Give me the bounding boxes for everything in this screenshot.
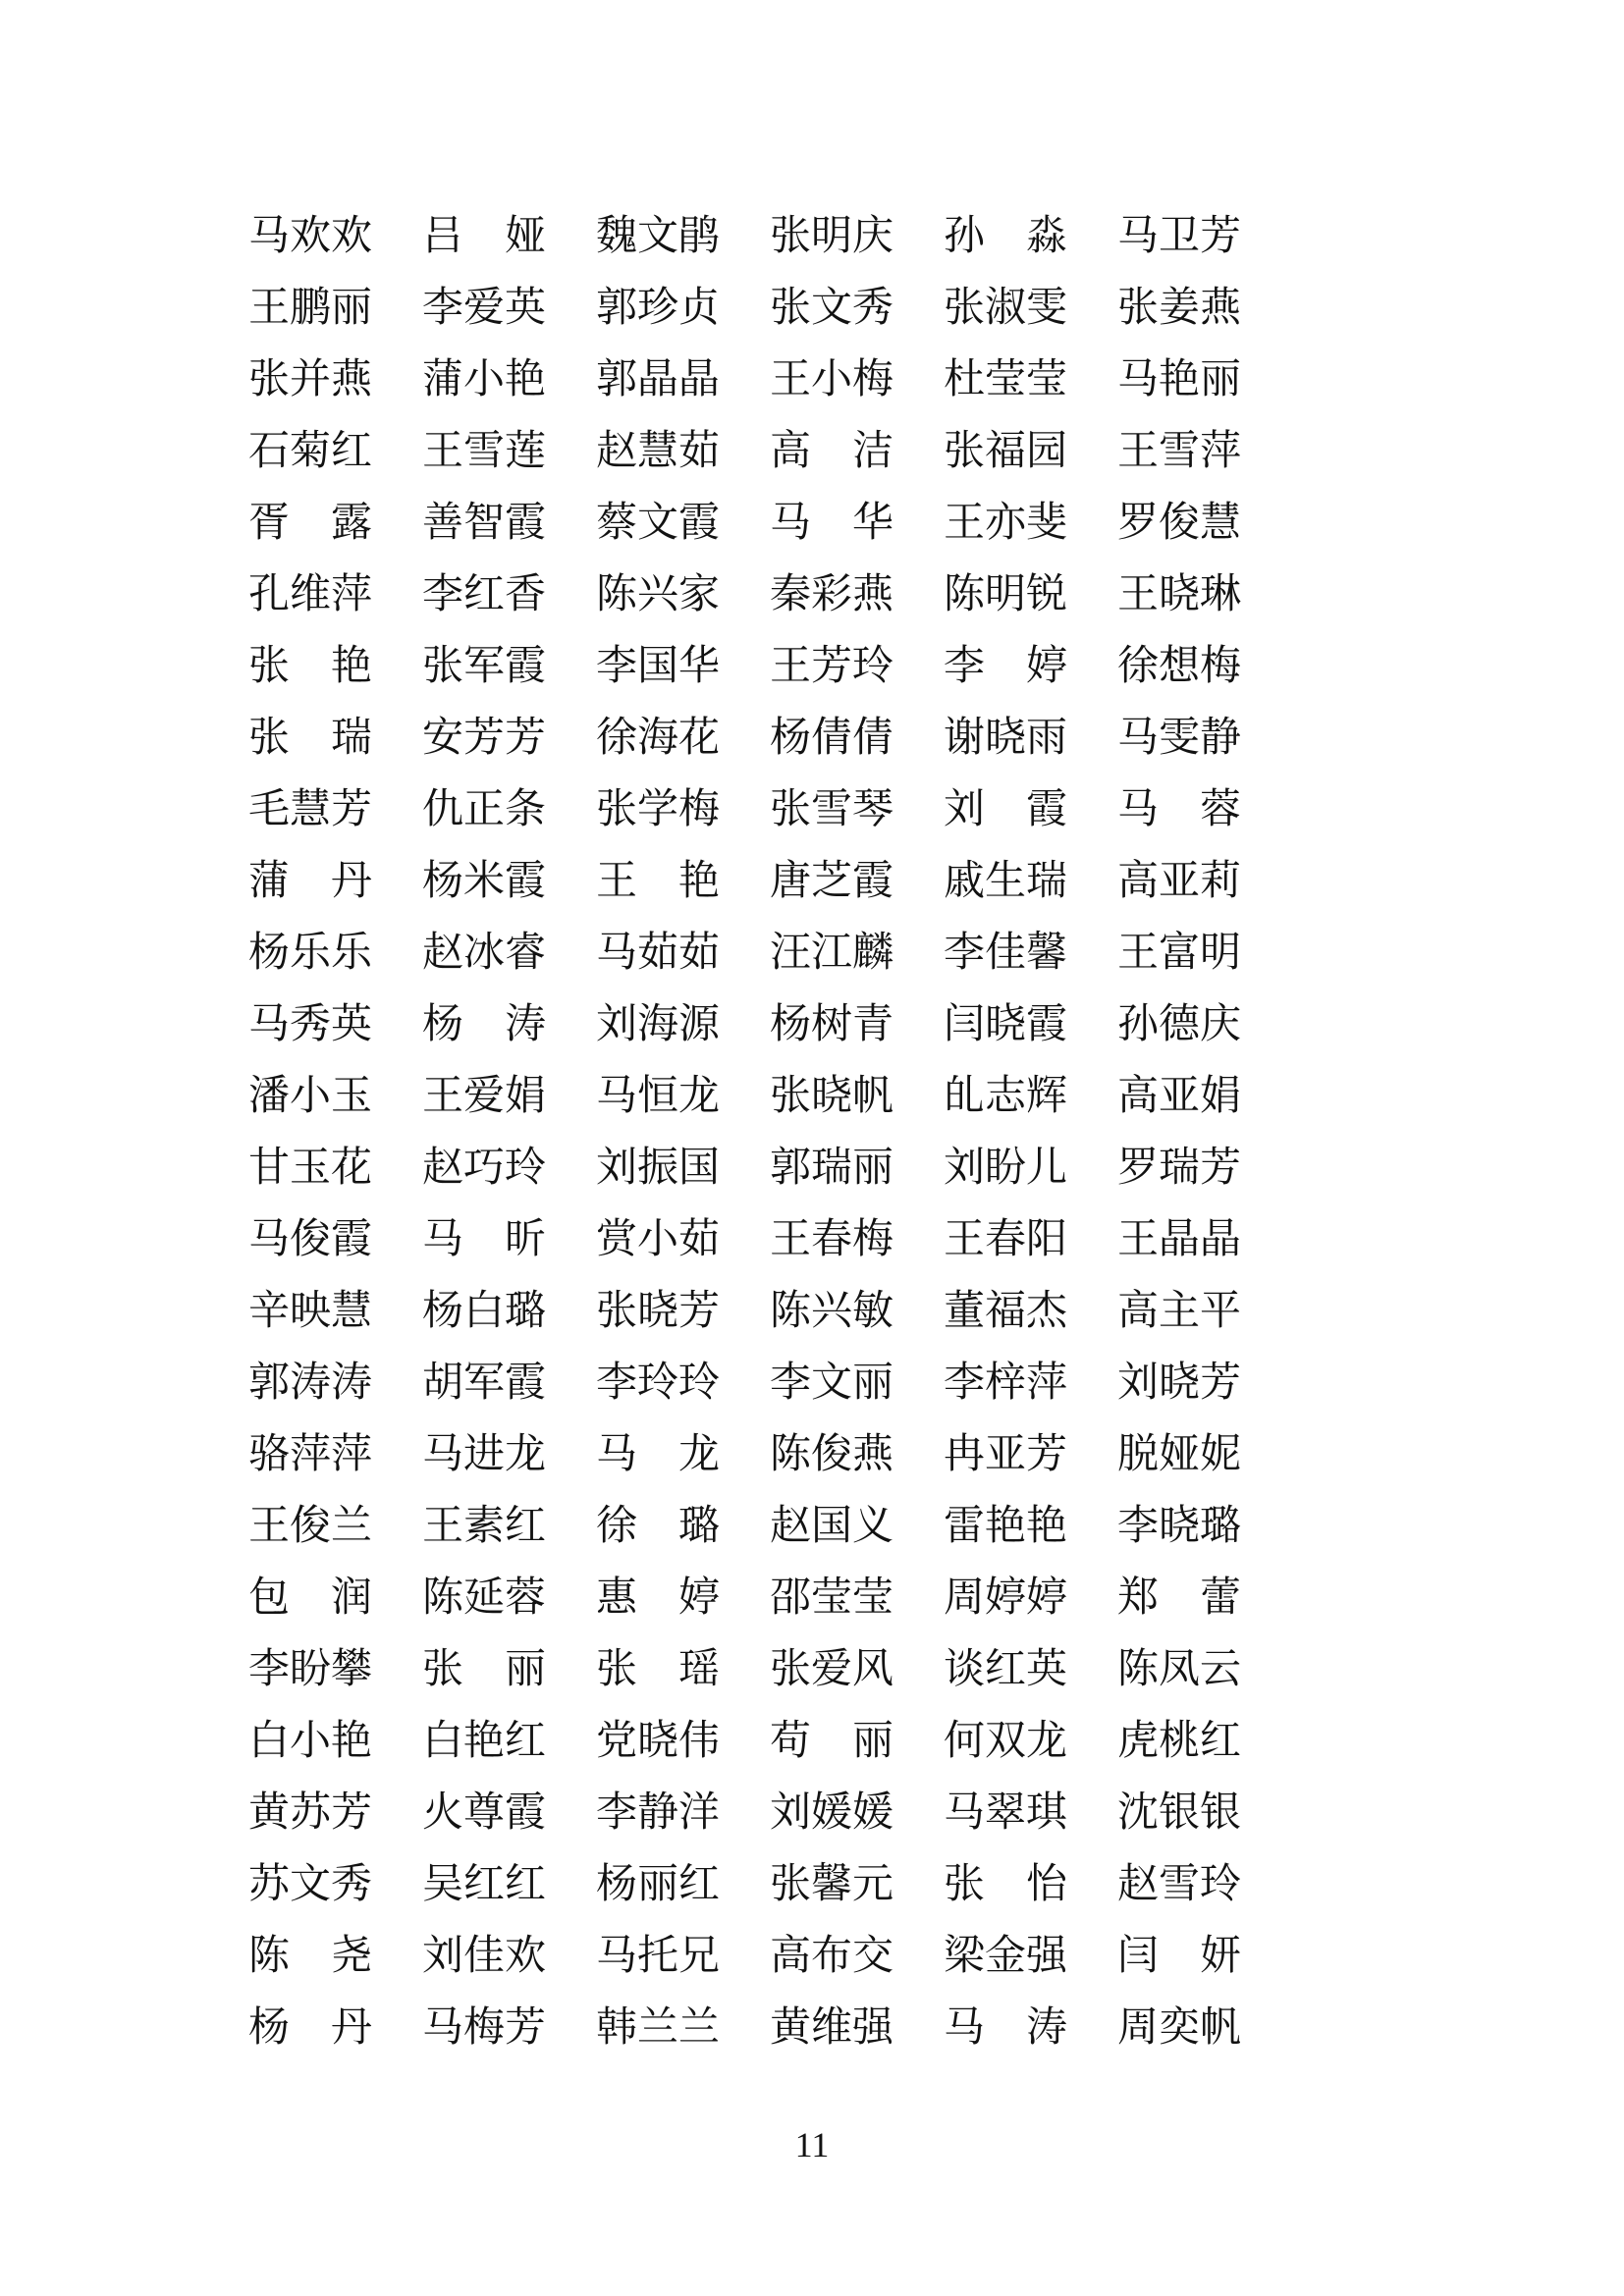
name-cell: 杨米霞	[422, 859, 547, 904]
name-cell: 王芳玲	[770, 644, 894, 689]
name-cell: 张姜燕	[1117, 286, 1242, 331]
name-cell: 谢晓雨	[944, 716, 1068, 761]
name-cell: 黄维强	[770, 2005, 894, 2051]
name-cell: 刘海源	[596, 1002, 721, 1047]
name-cell: 王小梅	[770, 357, 894, 402]
name-cell: 冉亚芳	[944, 1432, 1068, 1477]
name-cell: 马雯静	[1117, 716, 1242, 761]
name-cell: 赵国义	[770, 1504, 894, 1549]
name-cell: 马进龙	[422, 1432, 547, 1477]
name-cell: 刘 霞	[944, 787, 1068, 832]
name-cell: 杜莹莹	[944, 357, 1068, 402]
name-cell: 梁金强	[944, 1934, 1068, 1979]
name-cell: 苟 丽	[770, 1719, 894, 1764]
name-cell: 马 蓉	[1117, 787, 1242, 832]
name-cell: 善智霞	[422, 501, 547, 546]
name-cell: 白艳红	[422, 1719, 547, 1764]
name-cell: 张晓芳	[596, 1289, 721, 1334]
name-cell: 赵慧茹	[596, 429, 721, 474]
name-cell: 张 艳	[248, 644, 373, 689]
name-cell: 徐想梅	[1117, 644, 1242, 689]
name-cell: 惠 婷	[596, 1575, 721, 1621]
name-cell: 杨丽红	[596, 1862, 721, 1907]
name-cell: 辛映慧	[248, 1289, 373, 1334]
name-cell: 王晓琳	[1117, 572, 1242, 617]
name-cell: 赵巧玲	[422, 1146, 547, 1191]
name-cell: 高亚娟	[1117, 1074, 1242, 1119]
name-cell: 张并燕	[248, 357, 373, 402]
name-cell: 火尊霞	[422, 1790, 547, 1836]
name-cell: 孙 淼	[944, 214, 1068, 259]
name-cell: 张淑雯	[944, 286, 1068, 331]
name-cell: 王春阳	[944, 1217, 1068, 1262]
name-cell: 张晓帆	[770, 1074, 894, 1119]
name-cell: 高主平	[1117, 1289, 1242, 1334]
name-cell: 李红香	[422, 572, 547, 617]
name-cell: 李国华	[596, 644, 721, 689]
name-cell: 闫晓霞	[944, 1002, 1068, 1047]
name-cell: 陈凤云	[1117, 1647, 1242, 1692]
name-cell: 马托兄	[596, 1934, 721, 1979]
name-cell: 吕 娅	[422, 214, 547, 259]
name-cell: 王爱娟	[422, 1074, 547, 1119]
name-cell: 陈明锐	[944, 572, 1068, 617]
name-cell: 张 瑶	[596, 1647, 721, 1692]
name-cell: 陈兴家	[596, 572, 721, 617]
name-cell: 杨白璐	[422, 1289, 547, 1334]
name-cell: 孔维萍	[248, 572, 373, 617]
name-cell: 王晶晶	[1117, 1217, 1242, 1262]
name-cell: 吴红红	[422, 1862, 547, 1907]
name-cell: 徐 璐	[596, 1504, 721, 1549]
name-cell: 秦彩燕	[770, 572, 894, 617]
name-cell: 张军霞	[422, 644, 547, 689]
name-cell: 杨 丹	[248, 2005, 373, 2051]
name-cell: 郭珍贞	[596, 286, 721, 331]
name-cell: 王春梅	[770, 1217, 894, 1262]
name-cell: 谈红英	[944, 1647, 1068, 1692]
name-cell: 马 昕	[422, 1217, 547, 1262]
name-cell: 刘振国	[596, 1146, 721, 1191]
name-cell: 杨树青	[770, 1002, 894, 1047]
name-cell: 李玲玲	[596, 1361, 721, 1406]
name-cell: 徐海花	[596, 716, 721, 761]
name-cell: 杨 涛	[422, 1002, 547, 1047]
name-cell: 张明庆	[770, 214, 894, 259]
name-cell: 陈兴敏	[770, 1289, 894, 1334]
name-cell: 潘小玉	[248, 1074, 373, 1119]
name-cell: 马 华	[770, 501, 894, 546]
name-cell: 马欢欢	[248, 214, 373, 259]
name-cell: 陈 尧	[248, 1934, 373, 1979]
name-cell: 苏文秀	[248, 1862, 373, 1907]
name-cell: 王雪萍	[1117, 429, 1242, 474]
name-cell: 张雪琴	[770, 787, 894, 832]
name-cell: 何双龙	[944, 1719, 1068, 1764]
name-cell: 刘佳欢	[422, 1934, 547, 1979]
name-cell: 蒲 丹	[248, 859, 373, 904]
name-cell: 黄苏芳	[248, 1790, 373, 1836]
name-cell: 王俊兰	[248, 1504, 373, 1549]
name-cell: 党晓伟	[596, 1719, 721, 1764]
name-cell: 李文丽	[770, 1361, 894, 1406]
name-cell: 癿志辉	[944, 1074, 1068, 1119]
name-cell: 赵雪玲	[1117, 1862, 1242, 1907]
name-cell: 马艳丽	[1117, 357, 1242, 402]
name-cell: 胡军霞	[422, 1361, 547, 1406]
name-cell: 马俊霞	[248, 1217, 373, 1262]
name-cell: 张福园	[944, 429, 1068, 474]
name-cell: 刘晓芳	[1117, 1361, 1242, 1406]
name-cell: 马茹茹	[596, 931, 721, 976]
name-cell: 王鹏丽	[248, 286, 373, 331]
name-cell: 甘玉花	[248, 1146, 373, 1191]
name-cell: 邵莹莹	[770, 1575, 894, 1621]
name-cell: 高亚莉	[1117, 859, 1242, 904]
name-cell: 罗俊慧	[1117, 501, 1242, 546]
name-cell: 仇正条	[422, 787, 547, 832]
name-cell: 李爱英	[422, 286, 547, 331]
name-cell: 郭涛涛	[248, 1361, 373, 1406]
name-cell: 郑 蕾	[1117, 1575, 1242, 1621]
name-cell: 骆萍萍	[248, 1432, 373, 1477]
name-cell: 赵冰睿	[422, 931, 547, 976]
name-cell: 马 龙	[596, 1432, 721, 1477]
name-cell: 董福杰	[944, 1289, 1068, 1334]
name-grid	[248, 201, 1242, 2064]
name-cell: 张爱风	[770, 1647, 894, 1692]
name-cell: 安芳芳	[422, 716, 547, 761]
name-cell: 魏文鹃	[596, 214, 721, 259]
name-cell: 李佳馨	[944, 931, 1068, 976]
name-cell: 张 怡	[944, 1862, 1068, 1907]
name-cell: 孙德庆	[1117, 1002, 1242, 1047]
name-cell: 杨乐乐	[248, 931, 373, 976]
name-cell: 王雪莲	[422, 429, 547, 474]
name-cell: 雷艳艳	[944, 1504, 1068, 1549]
name-cell: 石菊红	[248, 429, 373, 474]
name-cell: 周婷婷	[944, 1575, 1068, 1621]
name-cell: 包 润	[248, 1575, 373, 1621]
name-cell: 闫 妍	[1117, 1934, 1242, 1979]
name-cell: 杨倩倩	[770, 716, 894, 761]
name-cell: 李梓萍	[944, 1361, 1068, 1406]
name-cell: 刘盼儿	[944, 1146, 1068, 1191]
name-cell: 汪江麟	[770, 931, 894, 976]
name-cell: 脱娅妮	[1117, 1432, 1242, 1477]
name-cell: 戚生瑞	[944, 859, 1068, 904]
name-cell: 张 瑞	[248, 716, 373, 761]
name-cell: 马秀英	[248, 1002, 373, 1047]
name-cell: 蔡文霞	[596, 501, 721, 546]
name-cell: 陈延蓉	[422, 1575, 547, 1621]
name-cell: 毛慧芳	[248, 787, 373, 832]
name-cell: 沈银银	[1117, 1790, 1242, 1836]
name-cell: 李 婷	[944, 644, 1068, 689]
name-cell: 王富明	[1117, 931, 1242, 976]
name-cell: 马卫芳	[1117, 214, 1242, 259]
name-cell: 胥 露	[248, 501, 373, 546]
name-cell: 王 艳	[596, 859, 721, 904]
name-cell: 王素红	[422, 1504, 547, 1549]
name-cell: 张馨元	[770, 1862, 894, 1907]
name-cell: 周奕帆	[1117, 2005, 1242, 2051]
name-cell: 陈俊燕	[770, 1432, 894, 1477]
name-cell: 蒲小艳	[422, 357, 547, 402]
name-cell: 马翠琪	[944, 1790, 1068, 1836]
name-cell: 虎桃红	[1117, 1719, 1242, 1764]
name-cell: 罗瑞芳	[1117, 1146, 1242, 1191]
name-cell: 韩兰兰	[596, 2005, 721, 2051]
name-cell: 李晓璐	[1117, 1504, 1242, 1549]
name-cell: 张文秀	[770, 286, 894, 331]
name-cell: 赏小茹	[596, 1217, 721, 1262]
name-cell: 王亦斐	[944, 501, 1068, 546]
page-number: 11	[794, 2125, 830, 2164]
name-cell: 郭晶晶	[596, 357, 721, 402]
name-cell: 刘媛媛	[770, 1790, 894, 1836]
name-cell: 马恒龙	[596, 1074, 721, 1119]
name-cell: 张 丽	[422, 1647, 547, 1692]
name-cell: 李静洋	[596, 1790, 721, 1836]
name-cell: 李盼攀	[248, 1647, 373, 1692]
name-cell: 马梅芳	[422, 2005, 547, 2051]
name-cell: 高布交	[770, 1934, 894, 1979]
name-cell: 马 涛	[944, 2005, 1068, 2051]
name-cell: 高 洁	[770, 429, 894, 474]
name-cell: 白小艳	[248, 1719, 373, 1764]
name-cell: 唐芝霞	[770, 859, 894, 904]
name-cell: 郭瑞丽	[770, 1146, 894, 1191]
name-cell: 张学梅	[596, 787, 721, 832]
